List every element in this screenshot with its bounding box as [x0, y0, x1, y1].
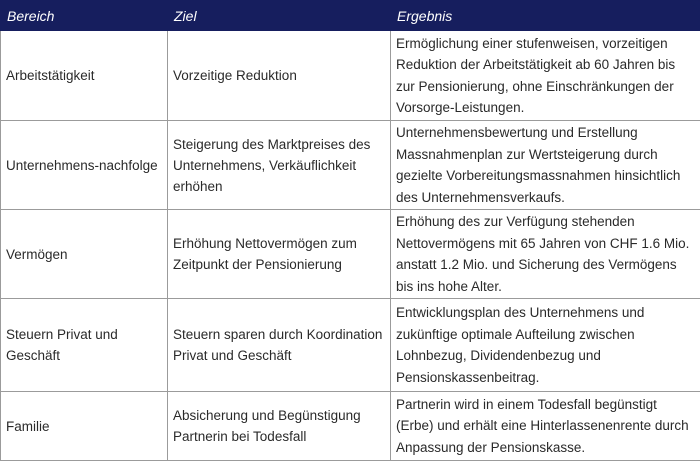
cell-ziel: Erhöhung Nettovermögen zum Zeitpunkt der Pensionierung [168, 210, 391, 299]
cell-ziel: Steigerung des Marktpreises des Unternehmens, Verkäuflichkeit erhöhen [168, 121, 391, 210]
table-row [1, 31, 700, 121]
cell-ergebnis: Erhöhung des zur Verfügung stehenden Nettovermögens mit 65 Jahren von CHF 1.6 Mio. anstatt 1.2 Mio. und Sicherung des Vermögens bis ins hohe Alter. [391, 210, 700, 299]
table-row [1, 210, 700, 299]
cell-ziel: Steuern sparen durch Koordination Privat und Geschäft [168, 299, 391, 392]
cell-bereich: Steuern Privat und Geschäft [1, 299, 168, 392]
table-body [1, 31, 700, 461]
header-row [1, 1, 700, 31]
header-ziel: Ziel [168, 1, 391, 31]
cell-ergebnis: Partnerin wird in einem Todesfall begünstigt (Erbe) und erhält eine Hinterlassenenrente durch Anpassung der Pensionskasse. [391, 392, 700, 461]
table-row [1, 392, 700, 461]
cell-bereich: Familie [1, 392, 168, 461]
cell-bereich: Vermögen [1, 210, 168, 299]
cell-ergebnis: Entwicklungsplan des Unternehmens und zukünftige optimale Aufteilung zwischen Lohnbezug, Dividendenbezug und Pensionskassenbeitrag. [391, 299, 700, 392]
cell-bereich: Arbeitstätigkeit [1, 31, 168, 121]
cell-ergebnis: Ermöglichung einer stufenweisen, vorzeitigen Reduktion der Arbeitstätigkeit ab 60 Jahren bis zur Pensionierung, ohne Einschränkungen der Vorsorge-Leistungen. [391, 31, 700, 121]
cell-ziel: Vorzeitige Reduktion [168, 31, 391, 121]
table-row [1, 121, 700, 210]
cell-ergebnis: Unternehmensbewertung und Erstellung Massnahmenplan zur Wertsteigerung durch gezielte Vorbereitungsmassnahmen hinsichtlich des Unternehmensverkaufs. [391, 121, 700, 210]
cell-ziel: Absicherung und Begünstigung Partnerin bei Todesfall [168, 392, 391, 461]
cell-bereich: Unternehmens-nachfolge [1, 121, 168, 210]
table-header [1, 1, 700, 31]
header-ergebnis: Ergebnis [391, 1, 700, 31]
header-bereich: Bereich [1, 1, 168, 31]
table-row [1, 299, 700, 392]
